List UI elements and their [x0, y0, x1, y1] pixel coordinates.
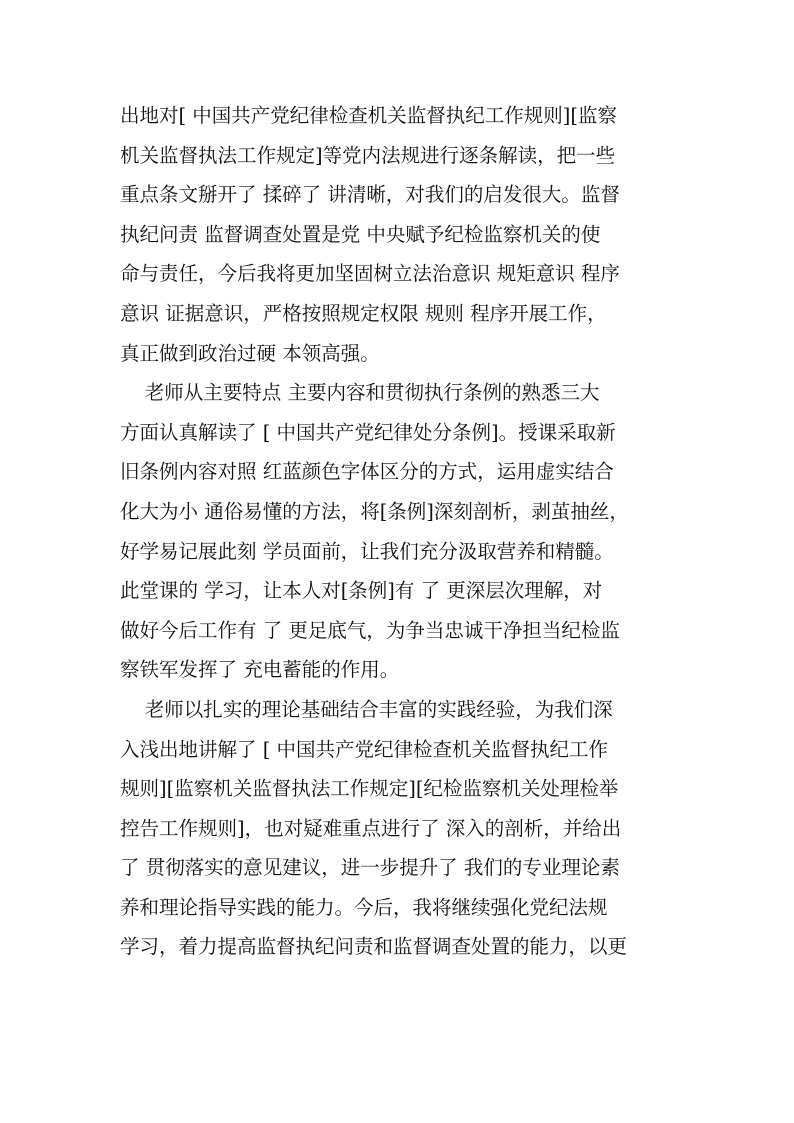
text-line: 旧条例内容对照 红蓝颜色字体区分的方式，运用虚实结合	[120, 460, 614, 484]
text-line: 察铁军发挥了 充电蓄能的作用。	[120, 658, 400, 682]
text-line: 真正做到政治过硬 本领高强。	[120, 341, 380, 365]
text-line: 老师从主要特点 主要内容和贯彻执行条例的熟悉三大	[120, 381, 600, 405]
text-line: 控告工作规则]，也对疑难重点进行了 深入的剖析，并给出	[120, 816, 622, 840]
text-line: 命与责任，今后我将更加坚固树立法治意识 规矩意识 程序	[120, 262, 620, 286]
text-line: 老师以扎实的理论基础结合丰富的实践经验，为我们深	[120, 697, 613, 721]
text-line: 执纪问责 监督调查处置是党 中央赋予纪检监察机关的使	[120, 222, 601, 246]
text-line: 出地对[ 中国共产党纪律检查机关监督执纪工作规则][监察	[120, 104, 618, 127]
text-line: 了 贯彻落实的意见建议，进一步提升了 我们的专业理论素	[120, 856, 620, 880]
text-line: 重点条文掰开了 揉碎了 讲清晰，对我们的启发很大。监督	[120, 183, 620, 207]
text-line: 规则][监察机关监督执法工作规定][纪检监察机关处理检举	[120, 777, 619, 801]
text-line: 意识 证据意识，严格按照规定权限 规则 程序开展工作，	[120, 301, 607, 325]
text-line: 机关监督执法工作规定]等党内法规进行逐条解读，把一些	[120, 143, 616, 167]
text-line: 入浅出地讲解了 [ 中国共产党纪律检查机关监督执纪工作	[120, 737, 609, 761]
text-line: 学习，着力提高监督执纪问责和监督调查处置的能力，以更	[120, 935, 628, 959]
text-line: 方面认真解读了 [ 中国共产党纪律处分条例]。授课采取新	[120, 420, 616, 444]
text-line: 好学易记展此刻 学员面前，让我们充分汲取营养和精髓。	[120, 539, 614, 563]
text-line: 此堂课的 学习，让本人对[条例]有 了 更深层次理解，对	[120, 579, 603, 603]
text-line: 做好今后工作有 了 更足底气，为争当忠诚干净担当纪检监	[120, 618, 620, 642]
text-line: 化大为小 通俗易懂的方法，将[条例]深刻剖析，剥茧抽丝，	[120, 499, 629, 523]
text-line: 养和理论指导实践的能力。今后，我将继续强化党纪法规	[120, 895, 608, 919]
body-text	[120, 96, 680, 967]
